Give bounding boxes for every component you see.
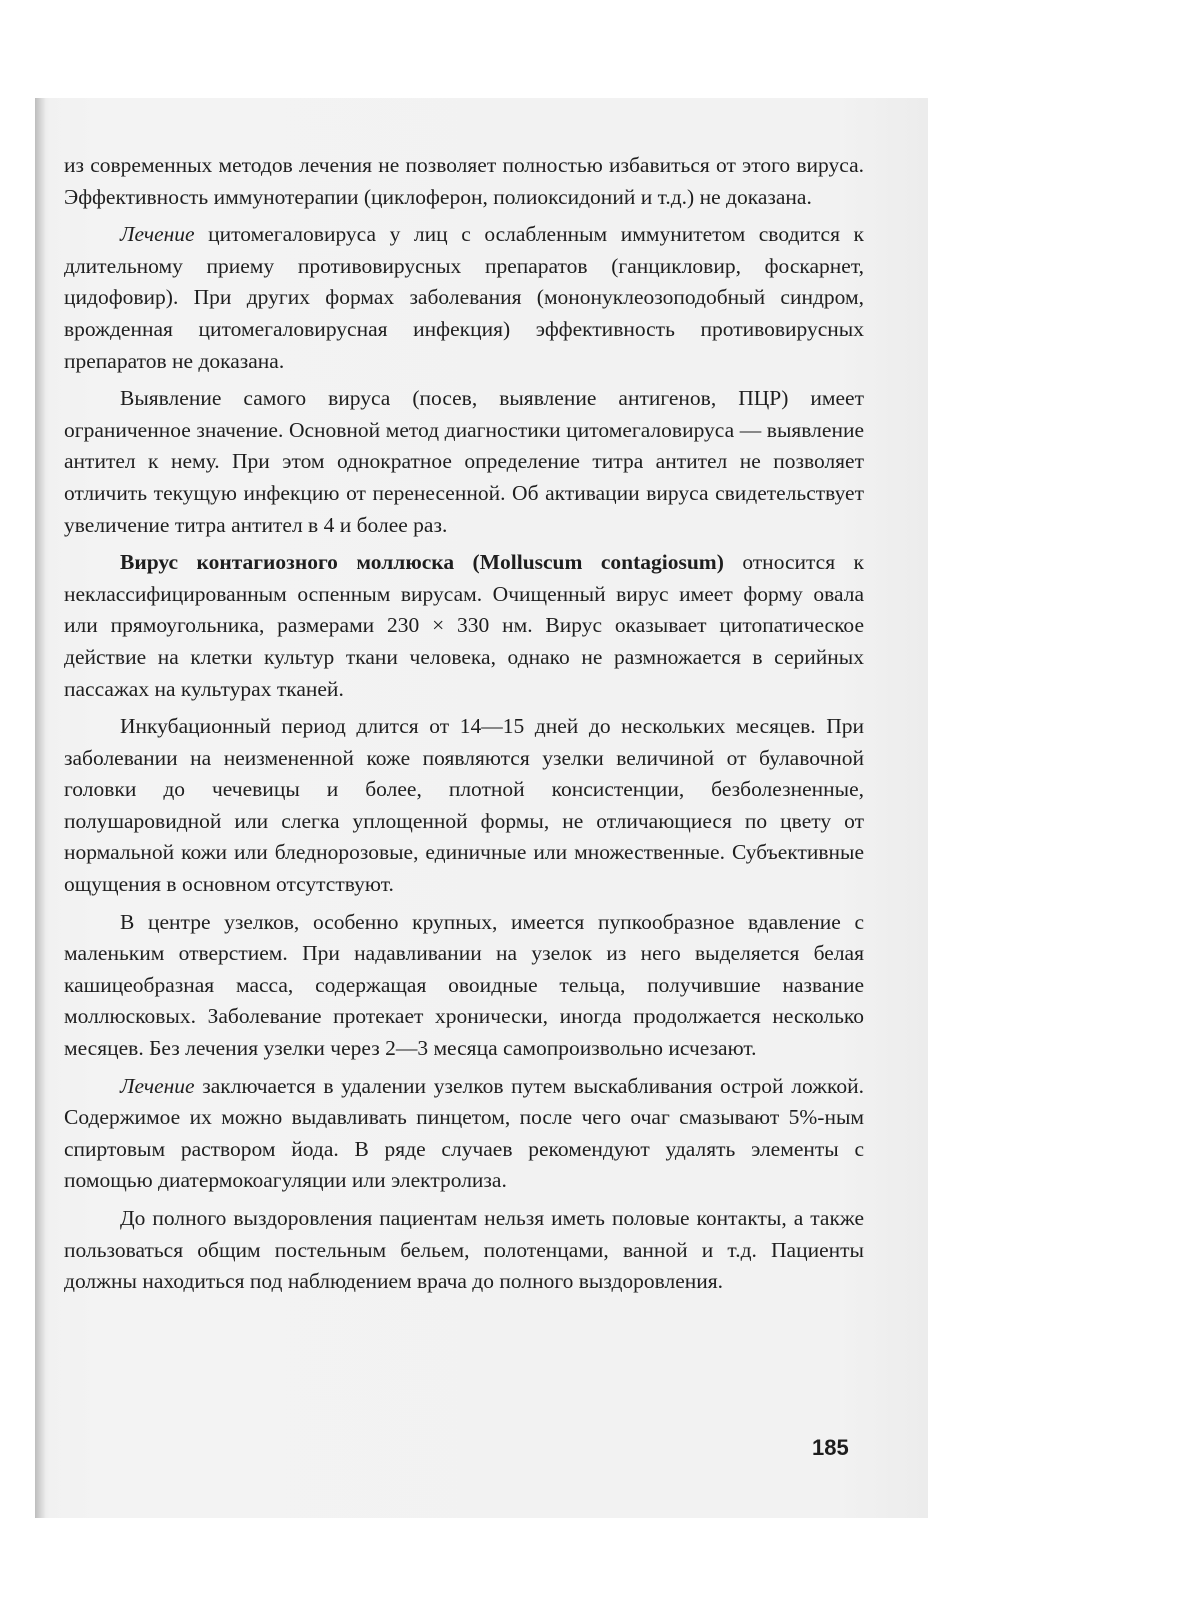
paragraph-3: Выявление самого вируса (посев, выявление антигенов, ПЦР) имеет ограниченное значение. Основной метод диагностики цитомегаловируса — выявление антител к нему. При этом однократное определение титра антител не позволяет отличить текущую инфекцию от перенесенной. Об активации вируса свидетельствует увеличение титра антител в 4 и более раз. [64,386,864,537]
binding-shadow [35,98,45,1518]
paragraph-2 [64,219,864,377]
paragraph-4-bold-term: Вирус контагиозного моллюска (Molluscum contagiosum) [120,550,724,575]
paragraph-4-text: относится к неклассифицированным оспенным вирусам. Очищенный вирус имеет форму овала или прямоугольника, размерами 230 × 330 нм. Вирус оказывает цитопатическое действие на клетки культур ткани человека, однако не размножается в серийных пассажах на культурах тканей. [64,550,864,701]
paragraph-5: Инкубационный период длится от 14—15 дней до нескольких месяцев. При заболевании на неизмененной коже появляются узелки величиной от булавочной головки до чечевицы и более, плотной консистенции, безболезненные, полушаровидной или слегка уплощенной формы, не отличающиеся по цвету от нормальной кожи или бледнорозовые, единичные или множественные. Субъективные ощущения в основном отсутствуют. [64,714,864,897]
page-number: 185 [812,1435,849,1460]
paragraph-1: из современных методов лечения не позволяет полностью избавиться от этого вируса. Эффективность иммунотерапии (циклоферон, полиоксидоний и т.д.) не доказана. [64,153,864,209]
paragraph-6: В центре узелков, особенно крупных, имеется пупкообразное вдавление с маленьким отверстием. При надавливании на узелок из него выделяется белая кашицеобразная масса, содержащая овоидные тельца, получившие название моллюсковых. Заболевание протекает хронически, иногда продолжается несколько месяцев. Без лечения узелки через 2—3 месяца самопроизвольно исчезают. [64,909,864,1061]
paragraph-8: До полного выздоровления пациентам нельзя иметь половые контакты, а также пользоваться общим постельным бельем, полотенцами, ванной и т.д. Пациенты должны находиться под наблюдением врача до полного выздоровления. [64,1206,864,1294]
paragraph-2-text: цитомегаловируса у лиц с ослабленным иммунитетом сводится к длительному приему противовирусных препаратов (ганцикловир, фоскарнет, цидофовир). При других формах заболевания (мононуклеозоподобный синдром, врожденная цитомегаловирусная инфекция) эффективность противовирусных препаратов не доказана. [64,222,864,373]
paragraph-7-text: заключается в удалении узелков путем выскабливания острой ложкой. Содержимое их можно выдавливать пинцетом, после чего очаг смазывают 5%-ным спиртовым раствором йода. В ряде случаев рекомендуют удалять элементы с помощью диатермокоагуляции или электролиза. [64,1073,864,1193]
paragraph-4 [64,547,864,705]
paragraph-7-italic-lead: Лечение [120,1073,195,1098]
paragraph-7 [64,1071,864,1197]
body-text [64,150,864,1298]
paragraph-2-italic-lead: Лечение [120,222,195,247]
